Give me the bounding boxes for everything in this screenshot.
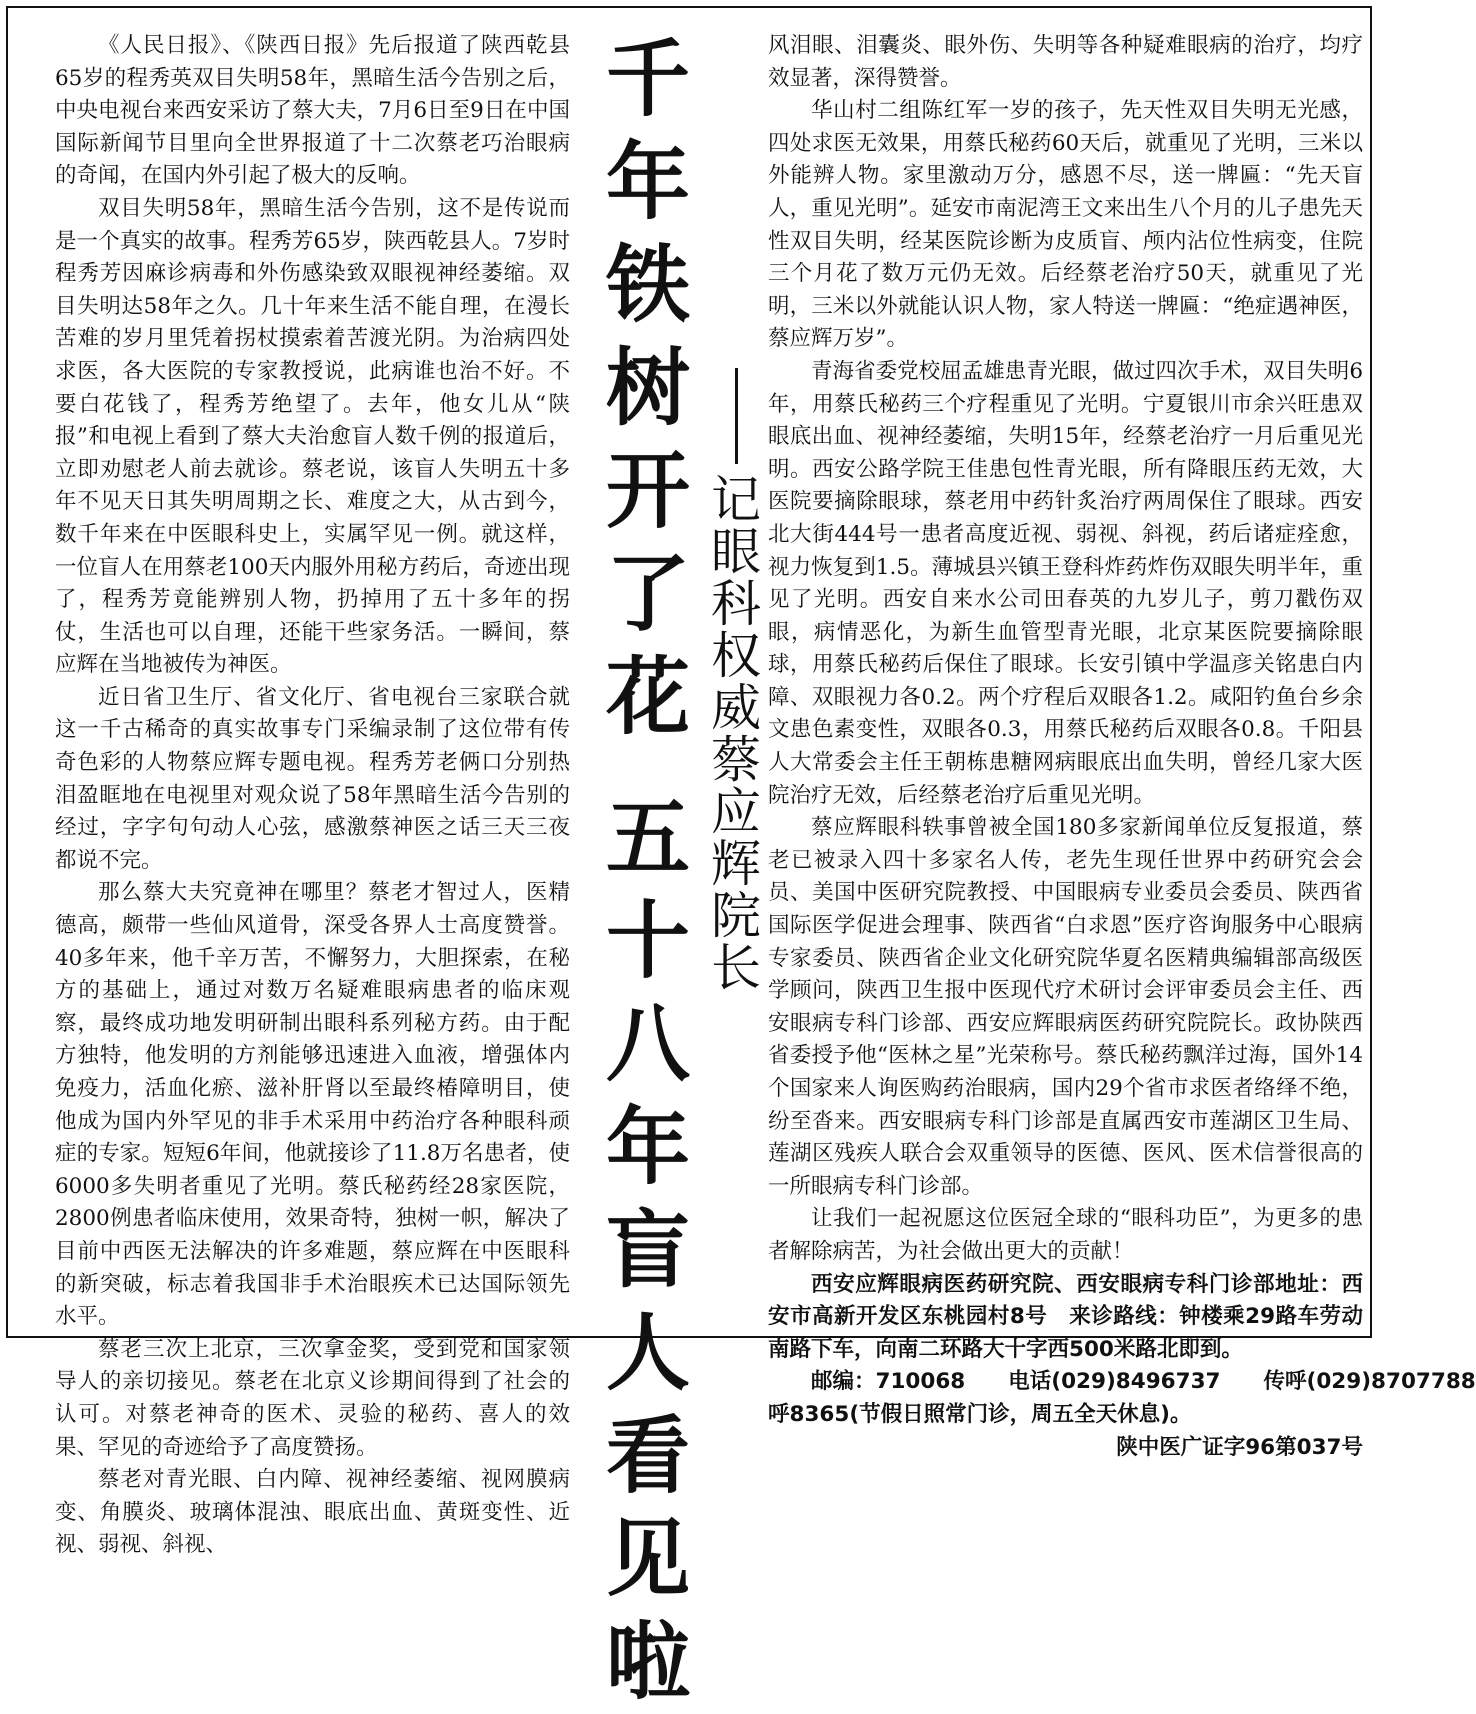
subtitle-char: 应 xyxy=(711,783,761,841)
paragraph: 华山村二组陈红军一岁的孩子，先天性双目失明无光感，四处求医无效果，用蔡氏秘药60天后，就重见了光明，三米以外能辨人物。家里激动万分，感恩不尽，送一牌匾：“先天盲人，重见光明”。延安市南泥湾王文来出生八个月的儿子患先天性双目失明，经某医院诊断为皮质盲、颅内沾位性病变，住院三个月花了数万元仍无效。后经蔡老治疗50天，就重见了光明，三米以外就能认识人物，家人特送一牌匾：“绝症遇神医，蔡应辉万岁”。 xyxy=(768,98,1363,352)
headline-char: 看 xyxy=(605,1407,690,1505)
headline-char: 人 xyxy=(605,1304,690,1402)
subtitle-char: 蔡 xyxy=(711,731,761,789)
subtitle-char: 威 xyxy=(711,679,761,737)
paragraph: 那么蔡大夫究竟神在哪里？蔡老才智过人，医精德高，颇带一些仙风道骨，深受各界人士高度赞誉。40多年来，他千辛万苦，不懈努力，大胆探索，在秘方的基础上，通过对数万名疑难眼病患者的临床观察，最终成功地发明研制出眼科系列秘方药。由于配方独特，他发明的方剂能够迅速进入血液，增强体内免疫力，活血化瘀、滋补肝肾以至最终椿障明目，使他成为国内外罕见的非手术采用中药治疗各种眼科顽症的专家。短短6年间，他就接诊了11.8万名患者，使6000多失明者重见了光明。蔡氏秘药经28家医院，2800例患者临床使用，效果奇特，独树一帜，解决了目前中西医无法解决的许多难题，蔡应辉在中医眼科的新突破，标志着我国非手术治眼疾术已达国际领先水平。 xyxy=(55,880,570,1330)
license-number: 陕中医广证字96第037号 xyxy=(1116,1434,1363,1460)
headline-gap xyxy=(598,749,698,787)
subtitle-char: 眼 xyxy=(711,523,761,581)
headline-char: 盲 xyxy=(605,1201,690,1299)
headline-char: 开 xyxy=(605,442,690,540)
paragraph: 《人民日报》、《陕西日报》先后报道了陕西乾县65岁的程秀英双目失明58年，黑暗生活今告别之后，中央电视台来西安采访了蔡大夫，7月6日至9日在中国国际新闻节目里向全世界报道了十二次蔡老巧治眼病的奇闻，在国内外引起了极大的反响。 xyxy=(55,33,570,189)
paragraph: 蔡应辉眼科轶事曾被全国180多家新闻单位反复报道，蔡老已被录入四十多家名人传，老先生现任世界中药研究会会员、美国中医研究院教授、中国眼病专业委员会委员、陕西省国际医学促进会理事、陕西省“白求恩”医疗咨询服务中心眼病专家委员、陕西省企业文化研究院华夏名医精典编辑部高级医学顾问，陕西卫生报中医现代疗术研讨会评审委员会主任、西安眼病专科门诊部、西安应辉眼病医药研究院院长。政协陕西省委授予他“医林之星”光荣称号。蔡氏秘药飘洋过海，国外14个国家来人询医购药治眼病，国内29个省市求医者络绎不绝，纷至沓来。西安眼病专科门诊部是直属西安市莲湖区卫生局、莲湖区残疾人联合会双重领导的医德、医风、医术信誉很高的一所眼病专科门诊部。 xyxy=(768,815,1363,1199)
paragraph: 蔡老三次上北京，三次拿金奖，受到党和国家领导人的亲切接见。蔡老在北京义诊期间得到了社会的认可。对蔡老神奇的医术、灵验的秘药、喜人的效果、罕见的奇迹给予了高度赞扬。 xyxy=(55,1336,570,1460)
headline-char: 树 xyxy=(605,339,690,437)
headline-char: 啦 xyxy=(605,1613,690,1711)
subtitle-char: 科 xyxy=(711,575,761,633)
headline-char: 年 xyxy=(605,133,690,231)
headline-char: 铁 xyxy=(605,236,690,334)
headline-char: 见 xyxy=(605,1510,690,1608)
headline-char: 八 xyxy=(605,995,690,1093)
paragraph: 双目失明58年，黑暗生活今告别，这不是传说而是一个真实的故事。程秀芳65岁，陕西乾县人。7岁时程秀芳因麻诊病毒和外伤感染致双眼视神经萎缩。双目失明达58年之久。几十年来生活不能自理，在漫长苦难的岁月里凭着拐杖摸索着苦渡光阴。为治病四处求医，各大医院的专家教授说，此病谁也治不好。不要白花钱了，程秀芳绝望了。去年，他女儿从“陕报”和电视上看到了蔡大夫治愈盲人数千例的报道后，立即劝慰老人前去就诊。蔡老说，该盲人失明五十多年不见天日其失明周期之长、难度之大，从古到今，数千年来在中医眼科史上，实属罕见一例。就这样，一位盲人在用蔡老100天内服外用秘方药后，奇迹出现了，程秀芳竟能辨别人物，扔掉用了五十多年的拐仗，生活也可以自理，还能干些家务活。一瞬间，蔡应辉在当地被传为神医。 xyxy=(55,195,570,678)
left-column xyxy=(55,30,570,1558)
headline-char: 五 xyxy=(605,789,690,887)
right-column xyxy=(768,30,1476,1460)
headline xyxy=(598,28,698,1714)
paragraph: 近日省卫生厅、省文化厅、省电视台三家联合就这一千古稀奇的真实故事专门采编录制了这位带有传奇色彩的人物蔡应辉专题电视。程秀芳老俩口分别热泪盈眶地在电视里对观众说了58年黑暗生活今告别的经过，字字句句动人心弦，感激蔡神医之话三天三夜都说不完。 xyxy=(55,684,570,873)
subtitle-char: 院 xyxy=(711,887,761,945)
paragraph-continuation: 风泪眼、泪囊炎、眼外伤、失明等各种疑难眼病的治疗，均疗效显著，深得赞誉。 xyxy=(768,33,1363,91)
subtitle-char: 长 xyxy=(711,939,761,997)
subtitle-dash xyxy=(735,368,738,464)
contact-line: 邮编：710068 电话(029)8496737 传呼(029)8707788 xyxy=(811,1369,1476,1395)
address-block: 西安应辉眼病医药研究院、西安眼病专科门诊部地址：西安市高新开发区东桃园村8号 来诊路线：钟楼乘29路车劳动南路下车，向南二环路大十字西500米路北即到。 xyxy=(768,1271,1363,1362)
headline-char: 了 xyxy=(605,545,690,643)
headline-char: 花 xyxy=(605,648,690,746)
pager-line: 呼8365(节假日照常门诊，周五全天休息)。 xyxy=(768,1401,1192,1427)
headline-char: 千 xyxy=(605,30,690,128)
paragraph: 让我们一起祝愿这位医冠全球的“眼科功臣”，为更多的患者解除病苦，为社会做出更大的贡献！ xyxy=(768,1206,1363,1264)
subtitle-char: 权 xyxy=(711,627,761,685)
subtitle xyxy=(706,368,766,997)
paragraph: 青海省委党校屈孟雄患青光眼，做过四次手术，双目失明6年，用蔡氏秘药三个疗程重见了光明。宁夏银川市余兴旺患双眼底出血、视神经萎缩，失明15年，经蔡老治疗一月后重见光明。西安公路学院王佳患包性青光眼，所有降眼压药无效，大医院要摘除眼球，蔡老用中药针炙治疗两周保住了眼球。西安北大街444号一患者高度近视、弱视、斜视，药后诸症痊愈，视力恢复到1.5。薄城县兴镇王登科炸药炸伤双眼失明半年，重见了光明。西安自来水公司田春英的九岁儿子，剪刀戳伤双眼，病情恶化，为新生血管型青光眼，北京某医院要摘除眼球，用蔡氏秘药后保住了眼球。长安引镇中学温彦关铭患白内障、双眼视力各0.2。两个疗程后双眼各1.2。咸阳钓鱼台乡余文患色素变性，双眼各0.3，用蔡氏秘药后双眼各0.8。千阳县人大常委会主任王朝栋患糖网病眼底出血失明，曾经几家大医院治疗无效，后经蔡老治疗后重见光明。 xyxy=(768,358,1363,808)
subtitle-char: 辉 xyxy=(711,835,761,893)
subtitle-char: 记 xyxy=(711,471,761,529)
headline-char: 年 xyxy=(605,1098,690,1196)
headline-char: 十 xyxy=(605,892,690,990)
paragraph: 蔡老对青光眼、白内障、视神经萎缩、视网膜病变、角膜炎、玻璃体混浊、眼底出血、黄斑变性、近视、弱视、斜视、 xyxy=(55,1467,570,1558)
